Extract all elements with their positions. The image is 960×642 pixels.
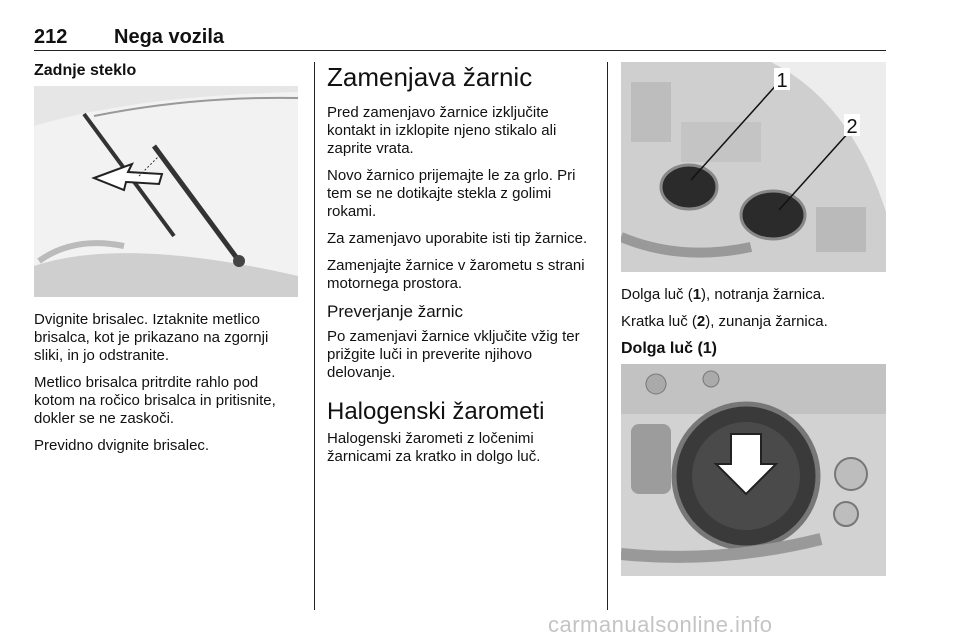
low-beam-number: 2 xyxy=(696,313,706,330)
bulb-replacement-heading: Zamenjava žarnic xyxy=(327,62,533,92)
high-beam-number: 1 xyxy=(692,286,702,303)
high-beam-text-pre: Dolga luč ( xyxy=(621,286,693,303)
callout-label-1: 1 xyxy=(776,70,788,92)
col1-paragraph-2: Metlico brisalca pritrdite rahlo pod kotom na ročico brisalca in pritisnite, dokler se ne zaskoči. xyxy=(34,374,276,427)
low-beam-line xyxy=(621,313,886,331)
col2-paragraph-3: Za zamenjavo uporabite isti tip žarnice. xyxy=(327,230,588,247)
halogen-headlights-heading: Halogenski žarometi xyxy=(327,398,545,425)
high-beam-heading: Dolga luč (1) xyxy=(621,340,718,357)
column-1 xyxy=(34,62,298,464)
headlight-bulbs-illustration xyxy=(621,62,886,272)
halogen-paragraph: Halogenski žarometi z ločenimi žarnicami za kratko in dolgo luč. xyxy=(327,430,541,465)
page-header xyxy=(34,26,886,48)
callout-label-2: 2 xyxy=(846,116,858,138)
high-beam-line xyxy=(621,286,886,304)
column-3 xyxy=(621,62,886,576)
page-number: 212 xyxy=(34,26,68,48)
high-beam-text-post: ), notranja žarnica. xyxy=(701,286,826,303)
col2-paragraph-2: Novo žarnico prijemajte le za grlo. Pri tem se ne dotikajte stekla z golimi rokami. xyxy=(327,167,576,220)
low-beam-text-pre: Kratka luč ( xyxy=(621,313,697,330)
col1-paragraph-1: Dvignite brisalec. Iztaknite metlico brisalca, kot je prikazano na zgornji sliki, in jo odstranite. xyxy=(34,311,269,364)
rear-window-heading: Zadnje steklo xyxy=(34,62,137,79)
column-divider-2 xyxy=(607,62,608,610)
rear-wiper-drawing xyxy=(34,86,298,297)
headlight-drawing xyxy=(621,62,886,272)
col1-paragraph-3: Previdno dvignite brisalec. xyxy=(34,437,210,454)
col2-paragraph-4: Zamenjajte žarnice v žarometu s strani motornega prostora. xyxy=(327,257,585,292)
high-beam-cap-illustration xyxy=(621,364,886,576)
rear-wiper-illustration xyxy=(34,86,298,297)
col2-paragraph-1: Pred zamenjavo žarnice izključite kontakt in izklopite njeno stikalo ali zaprite vrata. xyxy=(327,104,557,157)
section-title: Nega vozila xyxy=(114,26,225,48)
watermark: carmanualsonline.info xyxy=(548,612,773,637)
low-beam-text-post: ), zunanja žarnica. xyxy=(705,313,828,330)
high-beam-cap-drawing xyxy=(621,364,886,576)
bulb-check-heading: Preverjanje žarnic xyxy=(327,302,464,321)
column-2 xyxy=(327,62,595,475)
column-divider-1 xyxy=(314,62,315,610)
header-rule xyxy=(34,50,886,51)
bulb-check-paragraph: Po zamenjavi žarnice vključite vžig ter prižgite luči in preverite njihovo delovanje. xyxy=(327,328,580,381)
